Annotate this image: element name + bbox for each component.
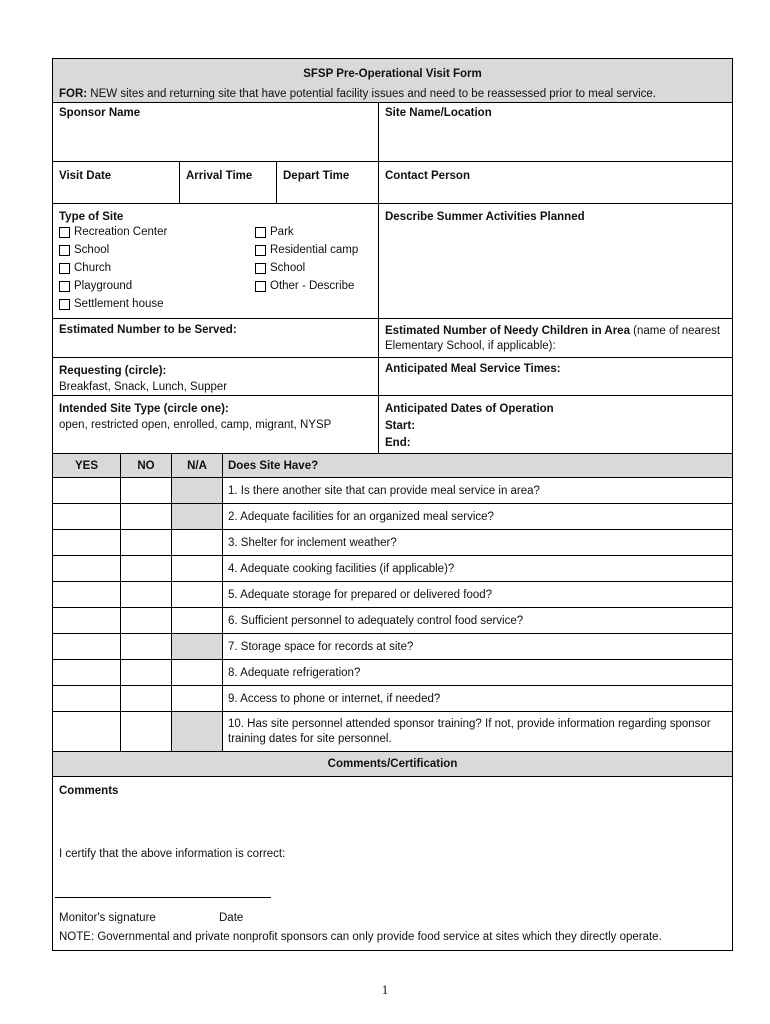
checkbox-icon[interactable] bbox=[59, 299, 70, 310]
no-cell[interactable] bbox=[121, 634, 172, 659]
yes-cell[interactable] bbox=[53, 634, 121, 659]
dates-operation-label: Anticipated Dates of Operation bbox=[385, 403, 554, 415]
no-cell[interactable] bbox=[121, 556, 172, 581]
site-types-left bbox=[59, 223, 255, 313]
checkbox-icon[interactable] bbox=[255, 227, 266, 238]
checkbox-icon[interactable] bbox=[59, 263, 70, 274]
visit-row bbox=[53, 162, 732, 204]
requesting-label: Requesting (circle): bbox=[59, 365, 167, 377]
question-text: 8. Adequate refrigeration? bbox=[228, 666, 361, 679]
checkbox-label: Playground bbox=[74, 280, 133, 292]
yes-cell[interactable] bbox=[53, 556, 121, 581]
governmental-note: NOTE: Governmental and private nonprofit sponsors can only provide food service at sites which they directly operate. bbox=[59, 931, 662, 943]
checkbox-icon[interactable] bbox=[59, 245, 70, 256]
na-cell[interactable] bbox=[172, 660, 223, 685]
no-column-header: NO bbox=[121, 454, 172, 477]
intended-type-options: open, restricted open, enrolled, camp, migrant, NYSP bbox=[59, 419, 332, 431]
needy-children-note: (name of nearest Elementary School, if applicable): bbox=[385, 325, 721, 352]
yes-cell[interactable] bbox=[53, 608, 121, 633]
na-cell-shaded bbox=[172, 478, 223, 503]
checkbox-item[interactable] bbox=[59, 223, 255, 241]
type-of-site-label: Type of Site bbox=[59, 211, 124, 223]
for-label: FOR: bbox=[59, 88, 88, 100]
yes-cell[interactable] bbox=[53, 530, 121, 555]
checkbox-item[interactable] bbox=[255, 259, 358, 277]
table-row bbox=[53, 686, 732, 712]
contact-person-field[interactable]: Contact Person bbox=[385, 170, 470, 182]
no-cell[interactable] bbox=[121, 686, 172, 711]
estimated-served-field[interactable]: Estimated Number to be Served: bbox=[53, 319, 379, 357]
for-text: NEW sites and returning site that have potential facility issues and need to be reassessed prior to meal service. bbox=[87, 88, 657, 100]
table-row bbox=[53, 556, 732, 582]
table-row bbox=[53, 530, 732, 556]
needy-children-field[interactable] bbox=[379, 319, 732, 357]
checkbox-label: Park bbox=[270, 226, 294, 238]
na-cell[interactable] bbox=[172, 530, 223, 555]
question-text: 7. Storage space for records at site? bbox=[228, 640, 414, 653]
yes-cell[interactable] bbox=[53, 660, 121, 685]
dates-operation-field[interactable] bbox=[379, 396, 732, 453]
no-cell[interactable] bbox=[121, 582, 172, 607]
table-row bbox=[53, 504, 732, 530]
na-cell[interactable] bbox=[172, 608, 223, 633]
activities-field[interactable]: Describe Summer Activities Planned bbox=[385, 211, 585, 223]
yes-cell[interactable] bbox=[53, 686, 121, 711]
no-cell[interactable] bbox=[121, 530, 172, 555]
question-text: 3. Shelter for inclement weather? bbox=[228, 536, 397, 549]
question-text: 10. Has site personnel attended sponsor training? If not, provide information regarding sponsor training dates for site personnel. bbox=[228, 717, 711, 745]
checkbox-icon[interactable] bbox=[255, 281, 266, 292]
checkbox-item[interactable] bbox=[59, 295, 255, 313]
na-column-header: N/A bbox=[172, 454, 223, 477]
checkbox-label: School bbox=[270, 262, 306, 274]
table-row bbox=[53, 634, 732, 660]
checkbox-icon[interactable] bbox=[255, 245, 266, 256]
question-text: 2. Adequate facilities for an organized meal service? bbox=[228, 510, 494, 523]
end-label: End: bbox=[385, 437, 411, 449]
na-cell-shaded bbox=[172, 504, 223, 529]
checklist-header bbox=[53, 454, 732, 478]
question-text: 1. Is there another site that can provide meal service in area? bbox=[228, 484, 540, 497]
site-types-right bbox=[255, 223, 358, 313]
form-header bbox=[53, 59, 732, 103]
site-type-row bbox=[53, 204, 732, 319]
requesting-row bbox=[53, 358, 732, 396]
question-column-header: Does Site Have? bbox=[228, 459, 319, 472]
na-cell-shaded bbox=[172, 634, 223, 659]
intended-row bbox=[53, 396, 732, 454]
form-title: SFSP Pre-Operational Visit Form bbox=[303, 68, 482, 80]
no-cell[interactable] bbox=[121, 660, 172, 685]
checkbox-label: Recreation Center bbox=[74, 226, 168, 238]
comments-section-title: Comments/Certification bbox=[327, 758, 458, 770]
table-row bbox=[53, 712, 732, 752]
page-number: 1 bbox=[381, 982, 389, 997]
meal-times-field[interactable]: Anticipated Meal Service Times: bbox=[385, 363, 561, 375]
na-cell[interactable] bbox=[172, 686, 223, 711]
sponsor-row bbox=[53, 103, 732, 162]
certify-statement: I certify that the above information is correct: bbox=[59, 848, 286, 860]
yes-cell[interactable] bbox=[53, 712, 121, 751]
table-row bbox=[53, 660, 732, 686]
checkbox-label: Settlement house bbox=[74, 298, 164, 310]
checkbox-item[interactable] bbox=[59, 277, 255, 295]
requesting-field[interactable] bbox=[53, 358, 379, 395]
yes-cell[interactable] bbox=[53, 582, 121, 607]
site-name-field[interactable]: Site Name/Location bbox=[385, 107, 492, 119]
requesting-options: Breakfast, Snack, Lunch, Supper bbox=[59, 381, 228, 393]
sponsor-name-field[interactable]: Sponsor Name bbox=[53, 103, 379, 161]
monitor-signature-label: Monitor's signature bbox=[59, 912, 156, 924]
checkbox-icon[interactable] bbox=[255, 263, 266, 274]
form-purpose bbox=[59, 88, 656, 100]
no-cell[interactable] bbox=[121, 478, 172, 503]
intended-type-label: Intended Site Type (circle one): bbox=[59, 403, 229, 415]
checkbox-item[interactable] bbox=[255, 223, 358, 241]
checkbox-item[interactable] bbox=[59, 259, 255, 277]
no-cell[interactable] bbox=[121, 504, 172, 529]
date-label: Date bbox=[219, 912, 244, 924]
checkbox-icon[interactable] bbox=[59, 281, 70, 292]
checkbox-label: School bbox=[74, 244, 110, 256]
comments-label: Comments bbox=[59, 785, 119, 797]
question-text: 4. Adequate cooking facilities (if applicable)? bbox=[228, 562, 455, 575]
checkbox-label: Residential camp bbox=[270, 244, 359, 256]
question-text: 5. Adequate storage for prepared or delivered food? bbox=[228, 588, 493, 601]
signature-line[interactable] bbox=[55, 897, 271, 898]
na-cell[interactable] bbox=[172, 582, 223, 607]
question-text: 9. Access to phone or internet, if needed? bbox=[228, 692, 441, 705]
no-cell[interactable] bbox=[121, 712, 172, 751]
yes-cell[interactable] bbox=[53, 504, 121, 529]
checkbox-item[interactable] bbox=[255, 241, 358, 259]
intended-type-field[interactable] bbox=[53, 396, 379, 453]
table-row bbox=[53, 582, 732, 608]
no-cell[interactable] bbox=[121, 608, 172, 633]
arrival-time-field[interactable]: Arrival Time bbox=[180, 162, 277, 203]
checkbox-item[interactable] bbox=[255, 277, 358, 295]
estimate-row bbox=[53, 319, 732, 358]
yes-cell[interactable] bbox=[53, 478, 121, 503]
na-cell-shaded bbox=[172, 712, 223, 751]
checkbox-label: Other - Describe bbox=[270, 280, 355, 292]
type-of-site-section bbox=[53, 204, 379, 318]
comments-section bbox=[53, 777, 732, 950]
table-row bbox=[53, 478, 732, 504]
checkbox-label: Church bbox=[74, 262, 112, 274]
depart-time-field[interactable]: Depart Time bbox=[277, 162, 379, 203]
visit-date-field[interactable]: Visit Date bbox=[53, 162, 180, 203]
na-cell[interactable] bbox=[172, 556, 223, 581]
needy-children-label: Estimated Number of Needy Children in Area bbox=[385, 325, 630, 337]
yes-column-header: YES bbox=[53, 454, 121, 477]
checkbox-icon[interactable] bbox=[59, 227, 70, 238]
comments-section-header bbox=[53, 752, 732, 777]
visit-form bbox=[52, 58, 733, 951]
start-label: Start: bbox=[385, 420, 416, 432]
table-row bbox=[53, 608, 732, 634]
question-text: 6. Sufficient personnel to adequately control food service? bbox=[228, 614, 524, 627]
checkbox-item[interactable] bbox=[59, 241, 255, 259]
